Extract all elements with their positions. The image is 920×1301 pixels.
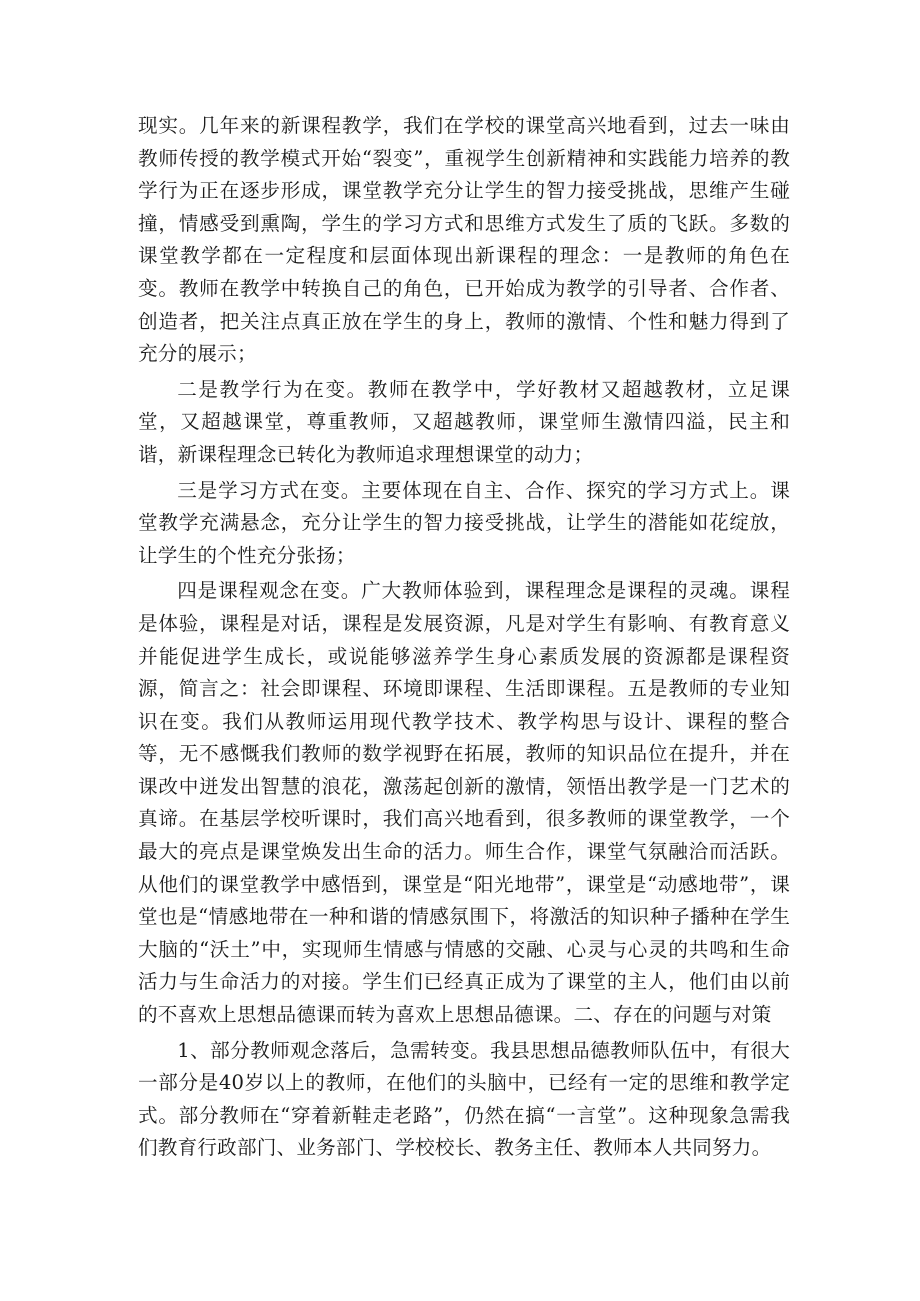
paragraph-teaching-behavior: 二是教学行为在变。教师在教学中，学好教材又超越教材，立足课堂，又超越课堂，尊重教师，又超越教师，课堂师生激情四溢，民主和谐，新课程理念已转化为教师追求理想课堂的动力； [138, 377, 790, 466]
paragraph-continuation: 现实。几年来的新课程教学，我们在学校的课堂高兴地看到，过去一味由教师传授的教学模式开始“裂变”，重视学生创新精神和实践能力培养的教学行为正在逐步形成，课堂教学充分让学生的智力接受挑战，思维产生碰撞，情感受到熏陶，学生的学习方式和思维方式发生了质的飞跃。多数的课堂教学都在一定程度和层面体现出新课程的理念：一是教师的角色在变。教师在教学中转换自己的角色，已开始成为教学的引导者、合作者、创造者，把关注点真正放在学生的身上，教师的激情、个性和魅力得到了充分的展示； [138, 114, 790, 366]
paragraph-problems-countermeasures: 1、部分教师观念落后，急需转变。我县思想品德教师队伍中，有很大一部分是40岁以上的教师，在他们的头脑中，已经有一定的思维和教学定式。部分教师在“穿着新鞋走老路”，仍然在搞“一言堂”。这种现象急需我们教育行政部门、业务部门、学校校长、教务主任、教师本人共同努力。 [138, 1038, 790, 1160]
document-page [138, 110, 790, 1165]
paragraph-learning-style: 三是学习方式在变。主要体现在自主、合作、探究的学习方式上。课堂教学充满悬念，充分让学生的智力接受挑战，让学生的潜能如花绽放，让学生的个性充分张扬； [138, 478, 790, 567]
paragraph-curriculum-concept: 四是课程观念在变。广大教师体验到，课程理念是课程的灵魂。课程是体验，课程是对话，课程是发展资源，凡是对学生有影响、有教育意义并能促进学生成长，或说能够滋养学生身心素质发展的资源都是课程资源，简言之：社会即课程、环境即课程、生活即课程。五是教师的专业知识在变。我们从教师运用现代教学技术、教学构思与设计、课程的整合等，无不感慨我们教师的数学视野在拓展，教师的知识品位在提升，并在课改中迸发出智慧的浪花，激荡起创新的激情，领悟出教学是一门艺术的真谛。在基层学校听课时，我们高兴地看到，很多教师的课堂教学，一个最大的亮点是课堂焕发出生命的活力。师生合作，课堂气氛融洽而活跃。从他们的课堂教学中感悟到，课堂是“阳光地带”，课堂是“动感地带”，课堂也是“情感地带在一种和谐的情感氛围下，将激活的知识种子播种在学生大脑的“沃土”中，实现师生情感与情感的交融、心灵与心灵的共鸣和生命活力与生命活力的对接。学生们已经真正成为了课堂的主人，他们由以前的不喜欢上思想品德课而转为喜欢上思想品德课。二、存在的问题与对策 [138, 579, 790, 1027]
